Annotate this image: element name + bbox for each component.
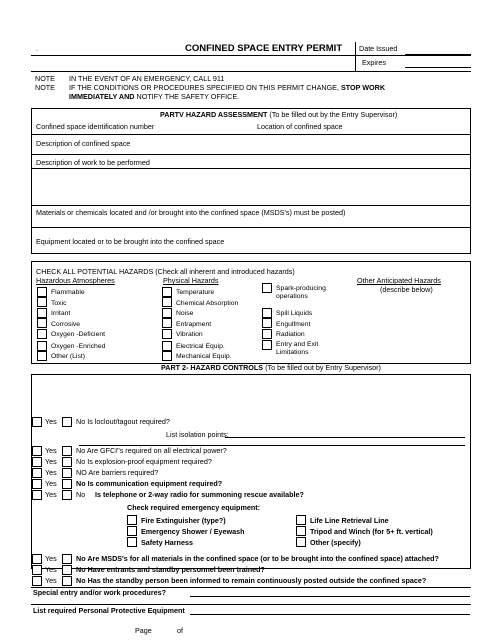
noise-checkbox[interactable] (162, 308, 172, 318)
no-label: No (76, 490, 86, 499)
header-bottom-line (31, 71, 471, 72)
entrapment-checkbox[interactable] (162, 318, 172, 328)
emergency-item: Safety Harness (141, 538, 193, 547)
emergency-item: Tripod and Winch (for 5+ ft. vertical) (310, 527, 433, 536)
no-checkbox[interactable] (62, 479, 72, 489)
emergency-item: Other (specify) (310, 538, 361, 547)
no-checkbox[interactable] (62, 417, 72, 427)
yes-checkbox[interactable] (32, 565, 42, 575)
yes-checkbox[interactable] (32, 417, 42, 427)
hazard-label: Oxygen -Deficient (51, 331, 106, 338)
telephone-question: Is telephone or 2-way radio for summoning rescue available? (95, 490, 304, 499)
date-issued-label: Date Issued (359, 44, 398, 53)
explosion-question: No Is explosion-proof equipment required? (76, 457, 212, 466)
hazard-label: Engulfment (276, 321, 311, 328)
emergency-heading: Check required emergency equipment: (127, 503, 261, 512)
yes-label: Yes (45, 457, 57, 466)
isolation-field[interactable] (225, 437, 465, 438)
toxic-checkbox[interactable] (37, 297, 47, 307)
hazard-label: Irritant (51, 310, 71, 317)
hazard-label: Mechanical Equip. (176, 353, 232, 360)
date-line-top (355, 55, 470, 56)
irritant-checkbox[interactable] (37, 308, 47, 318)
no-checkbox[interactable] (62, 554, 72, 564)
engulfment-checkbox[interactable] (262, 318, 272, 328)
part2-heading: PART 2- HAZARD CONTROLS (To be filled out by Entry Supervisor) (161, 363, 381, 372)
mechanical-equip-checkbox[interactable] (162, 351, 172, 361)
no-label: No Is loclout/tagout required? (76, 417, 170, 426)
date-issued-field[interactable] (405, 54, 471, 55)
page-title: CONFINED SPACE ENTRY PERMIT (185, 43, 343, 54)
yes-checkbox[interactable] (32, 457, 42, 467)
harness-checkbox[interactable] (127, 537, 137, 547)
spark-checkbox[interactable] (262, 283, 272, 293)
chemical-absorption-checkbox[interactable] (162, 297, 172, 307)
hazard-label: Flammable (51, 289, 85, 296)
row-line (31, 227, 471, 228)
of-label: of (177, 626, 183, 635)
ppe-field[interactable] (190, 614, 470, 615)
hazard-label: Toxic (51, 300, 67, 307)
hazard-label: Entry and Exit Limitations (276, 341, 319, 356)
special-entry-label: Special entry and/or work procedures? (33, 588, 167, 597)
other-list-checkbox[interactable] (37, 351, 47, 361)
shower-checkbox[interactable] (127, 526, 137, 536)
materials-label: Materials or chemicals located and /or brought into the confined space (MSDS's) must be posted) (36, 208, 346, 217)
barriers-question: NO Are barriers required? (76, 468, 159, 477)
oxygen-deficient-checkbox[interactable] (37, 329, 47, 339)
informed-question: No Has the standby person been informed to remain continuously posted outside the confined space? (76, 576, 427, 585)
oxygen-enriched-checkbox[interactable] (37, 341, 47, 351)
no-checkbox[interactable] (62, 457, 72, 467)
standby-question: No Have entrants and standby personnel been trained? (76, 565, 265, 574)
row-line (31, 134, 471, 135)
expires-field[interactable] (405, 67, 471, 68)
phys-heading: Physical Hazards (163, 276, 219, 285)
hazard-label: Electrical Equip. (176, 343, 225, 350)
note-text: IN THE EVENT OF AN EMERGENCY, CALL 911 (69, 74, 225, 83)
header-divider (355, 42, 356, 71)
emergency-item: Life Line Retrieval Line (310, 516, 389, 525)
other-heading: Other Anticipated Hazards (357, 276, 441, 285)
note-text-line2: IMMEDIATELY AND NOTIFY THE SAFETY OFFICE. (69, 92, 240, 101)
hazard-label: Spark-producing operations (276, 285, 326, 300)
atmo-heading: Hazardous Atmospheres (36, 276, 115, 285)
location-label: Location of confined space (257, 122, 343, 131)
gfci-question: No Are GFCI"s required on all electrical power? (76, 446, 227, 455)
part5-heading: PARTV HAZARD ASSESSMENT (To be filled out by the Entry Supervisor) (160, 110, 398, 119)
fire-extinguisher-checkbox[interactable] (127, 515, 137, 525)
section-line (31, 604, 471, 605)
yes-label: Yes (45, 417, 57, 426)
no-checkbox[interactable] (62, 468, 72, 478)
no-checkbox[interactable] (62, 565, 72, 575)
no-checkbox[interactable] (62, 446, 72, 456)
row-line (31, 154, 471, 155)
other-note: (describe below) (380, 285, 433, 294)
other-specify-checkbox[interactable] (296, 537, 306, 547)
description-space-label: Description of confined space (36, 139, 131, 148)
hazard-label: Spill Liquids (276, 310, 313, 317)
row-line (31, 168, 471, 169)
yes-checkbox[interactable] (32, 479, 42, 489)
communication-question: No Is communication equipment required? (76, 479, 223, 488)
yes-checkbox[interactable] (32, 490, 42, 500)
yes-label: Yes (45, 554, 57, 563)
lifeline-checkbox[interactable] (296, 515, 306, 525)
yes-checkbox[interactable] (32, 446, 42, 456)
yes-checkbox[interactable] (32, 554, 42, 564)
hazard-label: Temperature (176, 289, 215, 296)
msds-question: No Are MSDS's for all materials in the confined space (or to be brought into the confined space) attached? (76, 554, 439, 563)
header-dot: . (36, 44, 38, 53)
note-label: NOTE (35, 74, 55, 83)
page-label: Page (135, 626, 152, 635)
yes-label: Yes (45, 490, 57, 499)
equipment-label: Equipment located or to be brought into the confined space (36, 237, 225, 246)
special-entry-field[interactable] (190, 596, 470, 597)
ppe-label: List required Personal Protective Equipment (33, 606, 185, 615)
hazard-label: Radiation (276, 331, 305, 338)
electrical-equip-checkbox[interactable] (162, 341, 172, 351)
emergency-item: Fire Extinguisher (type?) (141, 516, 226, 525)
hazard-label: Oxygen -Enriched (51, 343, 106, 350)
vibration-checkbox[interactable] (162, 329, 172, 339)
hazard-label: Vibration (176, 331, 203, 338)
note-label: NOTE (35, 83, 55, 92)
yes-label: Yes (45, 468, 57, 477)
list-isolation-label: List isolation points: (166, 430, 229, 439)
yes-label: Yes (45, 446, 57, 455)
description-work-label: Description of work to be performed (36, 158, 150, 167)
spill-liquids-checkbox[interactable] (262, 308, 272, 318)
yes-checkbox[interactable] (32, 576, 42, 586)
flammable-checkbox[interactable] (37, 287, 47, 297)
expires-label: Expires (362, 58, 386, 67)
hazard-label: Entrapment (176, 321, 212, 328)
no-checkbox[interactable] (62, 490, 72, 500)
tripod-checkbox[interactable] (296, 526, 306, 536)
hazard-label: Noise (176, 310, 194, 317)
temperature-checkbox[interactable] (162, 287, 172, 297)
entry-exit-checkbox[interactable] (262, 340, 272, 350)
no-checkbox[interactable] (62, 576, 72, 586)
note-text: IF THE CONDITIONS OR PROCEDURES SPECIFIED ON THIS PERMIT CHANGE, STOP WORK (69, 83, 386, 92)
emergency-item: Emergency Shower / Eyewash (141, 527, 245, 536)
row-line (31, 205, 471, 206)
hazard-label: Other (List) (51, 353, 85, 360)
yes-label: Yes (45, 576, 57, 585)
space-id-label: Confined space identification number (36, 122, 155, 131)
yes-label: Yes (45, 479, 57, 488)
corrosive-checkbox[interactable] (37, 318, 47, 328)
yes-checkbox[interactable] (32, 468, 42, 478)
hazard-label: Chemical Absorption (176, 300, 239, 307)
radiation-checkbox[interactable] (262, 329, 272, 339)
yes-label: Yes (45, 565, 57, 574)
hazard-label: Corrosive (51, 321, 81, 328)
check-all-label: CHECK ALL POTENTIAL HAZARDS (Check all inherent and introduced hazards) (36, 267, 295, 276)
